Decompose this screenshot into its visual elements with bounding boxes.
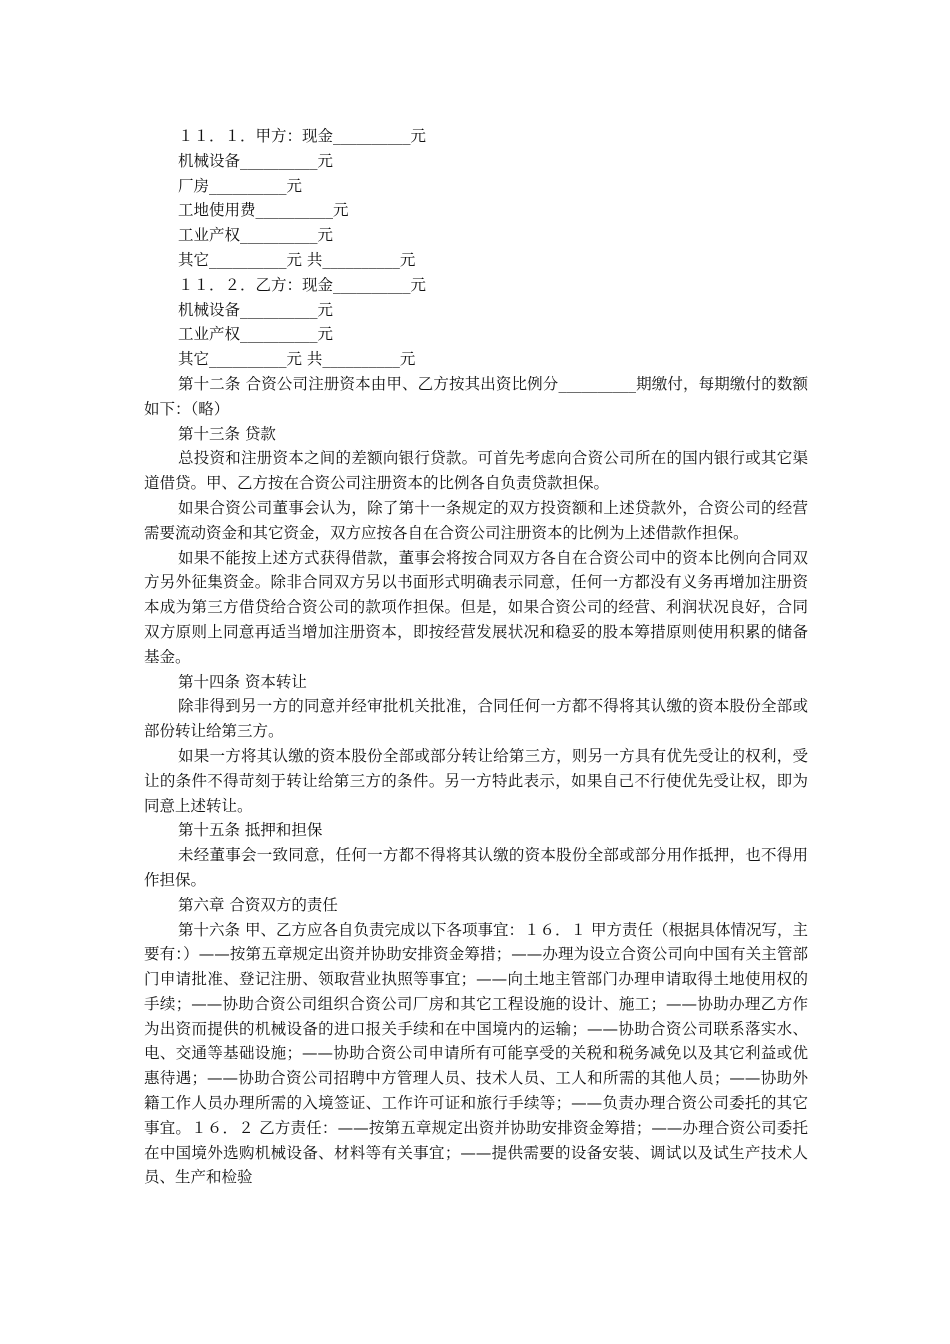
article-13-paragraph: 总投资和注册资本之间的差额向银行贷款。可首先考虑向合资公司所在的国内银行或其它渠道借贷。甲、乙方按在合资公司注册资本的比例各自负责贷款担保。 — [144, 449, 808, 493]
article-14-paragraph: 除非得到另一方的同意并经审批机关批准，合同任何一方都不得将其认缴的资本股份全部或部份转让给第三方。 — [144, 697, 808, 741]
article-12: 第十二条 合资公司注册资本由甲、乙方按其出资比例分__________期缴付，每期缴付的数额如下：（略） — [144, 374, 808, 418]
capital-line: 其它__________元 共__________元 — [178, 250, 416, 269]
article-13-paragraph: 如果不能按上述方式获得借款，董事会将按合同双方各自在合资公司中的资本比例向合同双方另外征集资金。除非合同双方另以书面形式明确表示同意，任何一方都没有义务再增加注册资本成为第三方借贷给合资公司的款项作担保。但是，如果合资公司的经营、利润状况良好，合同双方原则上同意再适当增加注册资本，即按经营发展状况和稳妥的股本筹措原则使用积累的储备基金。 — [144, 548, 808, 666]
capital-line: 机械设备__________元 — [178, 151, 334, 170]
capital-line: 工业产权__________元 — [178, 325, 334, 344]
article-15-paragraph: 未经董事会一致同意，任何一方都不得将其认缴的资本股份全部或部分用作抵押，也不得用作担保。 — [144, 846, 808, 889]
document-page — [144, 124, 808, 1190]
capital-line: １１．１．甲方：现金__________元 — [178, 127, 427, 145]
chapter-6-title: 第六章 合资双方的责任 — [178, 895, 338, 914]
article-14-paragraph: 如果一方将其认缴的资本股份全部或部分转让给第三方，则另一方具有优先受让的权利，受让的条件不得苛刻于转让给第三方的条件。另一方特此表示，如果自己不行使优先受让权，即为同意上述转让。 — [144, 746, 808, 815]
article-16-paragraph: 第十六条 甲、乙方应各自负责完成以下各项事宜：１６．１ 甲方责任（根据具体情况写，主要有：）——按第五章规定出资并协助安排资金筹措；——办理为设立合资公司向中国有关主管部门申请批准、登记注册、领取营业执照等事宜；——向土地主管部门办理申请取得土地使用权的手续；——协助合资公司组织合资公司厂房和其它工程设施的设计、施工；——协助办理乙方作为出资而提供的机械设备的进口报关手续和在中国境内的运输；——协助合资公司联系落实水、电、交通等基础设施；——协助合资公司申请所有可能享受的关税和税务减免以及其它利益或优惠待遇；——协助合资公司招聘中方管理人员、技术人员、工人和所需的其他人员；——协助外籍工作人员办理所需的入境签证、工作许可证和旅行手续等；——负责办理合资公司委托的其它事宜。１６．２ 乙方责任：——按第五章规定出资并协助安排资金筹措；——办理合资公司委托在中国境外选购机械设备、材料等有关事宜；——提供需要的设备安装、调试以及试生产技术人员、生产和检验 — [144, 920, 808, 1187]
capital-line: １１．２．乙方：现金__________元 — [178, 275, 427, 294]
article-15-title: 第十五条 抵押和担保 — [178, 821, 323, 840]
capital-line: 工业产权__________元 — [178, 226, 334, 245]
article-13-title: 第十三条 贷款 — [178, 424, 276, 443]
capital-line: 其它__________元 共__________元 — [178, 350, 416, 369]
article-14-title: 第十四条 资本转让 — [178, 672, 307, 691]
article-13-paragraph: 如果合资公司董事会认为，除了第十一条规定的双方投资额和上述贷款外，合资公司的经营需要流动资金和其它资金，双方应按各自在合资公司注册资本的比例为上述借款作担保。 — [144, 498, 808, 542]
capital-line: 工地使用费__________元 — [178, 201, 349, 220]
capital-line: 厂房__________元 — [178, 176, 303, 195]
capital-line: 机械设备__________元 — [178, 300, 334, 319]
